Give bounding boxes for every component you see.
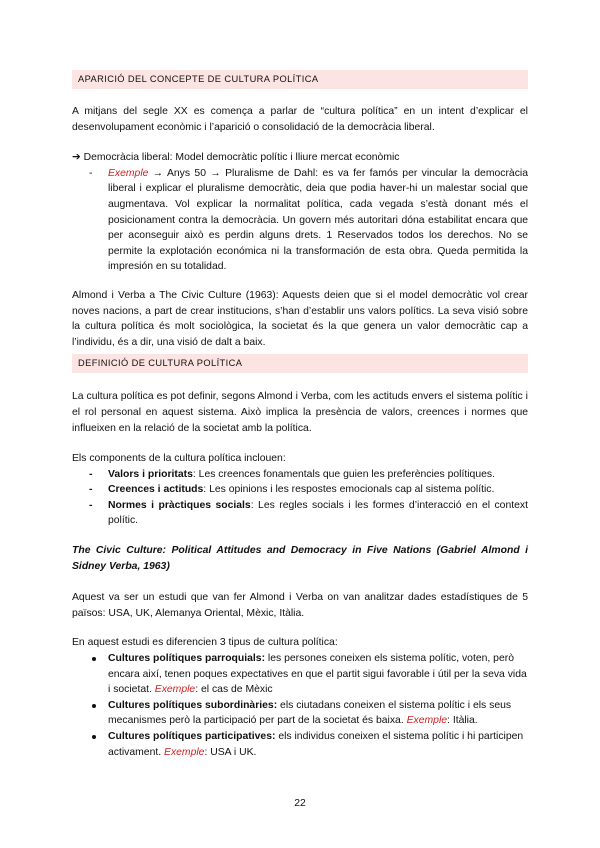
list-item <box>72 482 528 498</box>
list-item <box>72 651 528 698</box>
example-label: Exemple <box>406 715 448 727</box>
study-paragraph: Aquest va ser un estudi que van fer Almond i Verba on van analitzar dades estadístiques de 5 països: USA, UK, Alemanya Oriental, Mèxic, Itàlia. <box>72 592 528 619</box>
components-intro: Els components de la cultura política inclouen: <box>72 453 286 465</box>
components-list <box>72 467 528 529</box>
almond-paragraph: Almond i Verba a The Civic Culture (1963): Aquests deien que si el model democràtic vol crear noves nacions, a part de crear institucions, s’han d’establir uns valors polítics. La seva visió sobre la cultura política és molt sociològica, la societat és la que genera un valor democràtic cap a l’individu, és a dir, una visió de dalt a baix. <box>72 289 528 348</box>
list-item <box>72 729 528 760</box>
types-list <box>72 651 528 760</box>
component-term: Valors i prioritats <box>108 468 193 480</box>
component-desc: : Les opinions i les respostes emocionals cap al sistema polític. <box>203 484 495 496</box>
example-list <box>72 166 528 275</box>
type-term: Cultures polítiques participatives: <box>108 731 276 742</box>
document-page <box>72 70 528 760</box>
list-item <box>72 698 528 729</box>
list-item <box>72 166 528 275</box>
arrow-text: Democràcia liberal: Model democràtic polític i lliure mercat econòmic <box>83 152 400 164</box>
list-item <box>72 498 528 529</box>
example-label: Exemple <box>108 167 149 179</box>
type-example: : Itàlia. <box>447 715 478 727</box>
example-label: Exemple <box>164 746 205 758</box>
page-number: 22 <box>294 798 306 809</box>
type-desc: els ciutadans coneixen el sistema polític i els seus mecanismes però la participació per part de la societat és baixa. <box>108 699 512 727</box>
component-term: Creences i actituds <box>108 484 204 496</box>
section-heading-aparicio: APARICIÓ DEL CONCEPTE DE CULTURA POLÍTICA <box>72 70 528 89</box>
type-term: Cultures polítiques subordinàries: <box>108 699 278 711</box>
types-intro: En aquest estudi es diferencien 3 tipus de cultura política: <box>72 637 338 649</box>
type-desc: les persones coneixen els sistema polític, voten, però encara així, tenen poques expectatives en que el partit sigui favorable i útil per la seva vida i societat. <box>108 653 527 696</box>
section-heading-definicio: DEFINICIÓ DE CULTURA POLÍTICA <box>72 354 528 373</box>
list-item <box>72 467 528 483</box>
type-desc: els individus coneixen el sistema polític i hi participen activament. <box>108 731 524 758</box>
component-desc: : Les creences fonamentals que guien les preferències polítiques. <box>192 468 495 480</box>
component-desc: : Les regles socials i les formes d’interacció en el context polític. <box>108 499 528 527</box>
example-label: Exemple <box>154 684 196 696</box>
type-example: : el cas de Mèxic <box>195 684 273 696</box>
type-term: Cultures polítiques parroquials: <box>108 653 266 665</box>
arrow-line <box>72 150 528 166</box>
type-example: : USA i UK. <box>204 746 257 758</box>
example-text: → Anys 50 → Pluralisme de Dahl: es va fer famós per vincular la democràcia liberal i explicar el pluralisme democràtic, deia que podia haver-hi un malestar social que augmentava. Vol explicar la normalitat política, cada vegada s’està donant més el posicionament contra la democràcia. Un govern més autoritari dóna estabilitat encara que per aconseguir això es perdin alguns drets. 1 Reservados todos los derechos. No se permite la explotación económica ni la transformación de esta obra. Queda permitida la impresión en su totalidad. <box>108 167 528 273</box>
intro-paragraph: A mitjans del segle XX es comença a parlar de “cultura política” en un intent d’explicar el desenvolupament econòmic i l’aparició o consolidació de la democràcia liberal. <box>72 106 528 133</box>
arrow-icon: ➔ <box>72 152 81 164</box>
component-term: Normes i pràctiques socials <box>108 499 251 511</box>
definition-paragraph: La cultura política es pot definir, segons Almond i Verba, com les actituds envers el sistema polític i el rol personal en aquest sistema. Això implica la presència de valors, creences i normes que influeixen en la relació de la societat amb la política. <box>72 391 528 434</box>
book-title: The Civic Culture: Political Attitudes and Democracy in Five Nations (Gabriel Almond i Sidney Verba, 1963) <box>72 545 528 572</box>
